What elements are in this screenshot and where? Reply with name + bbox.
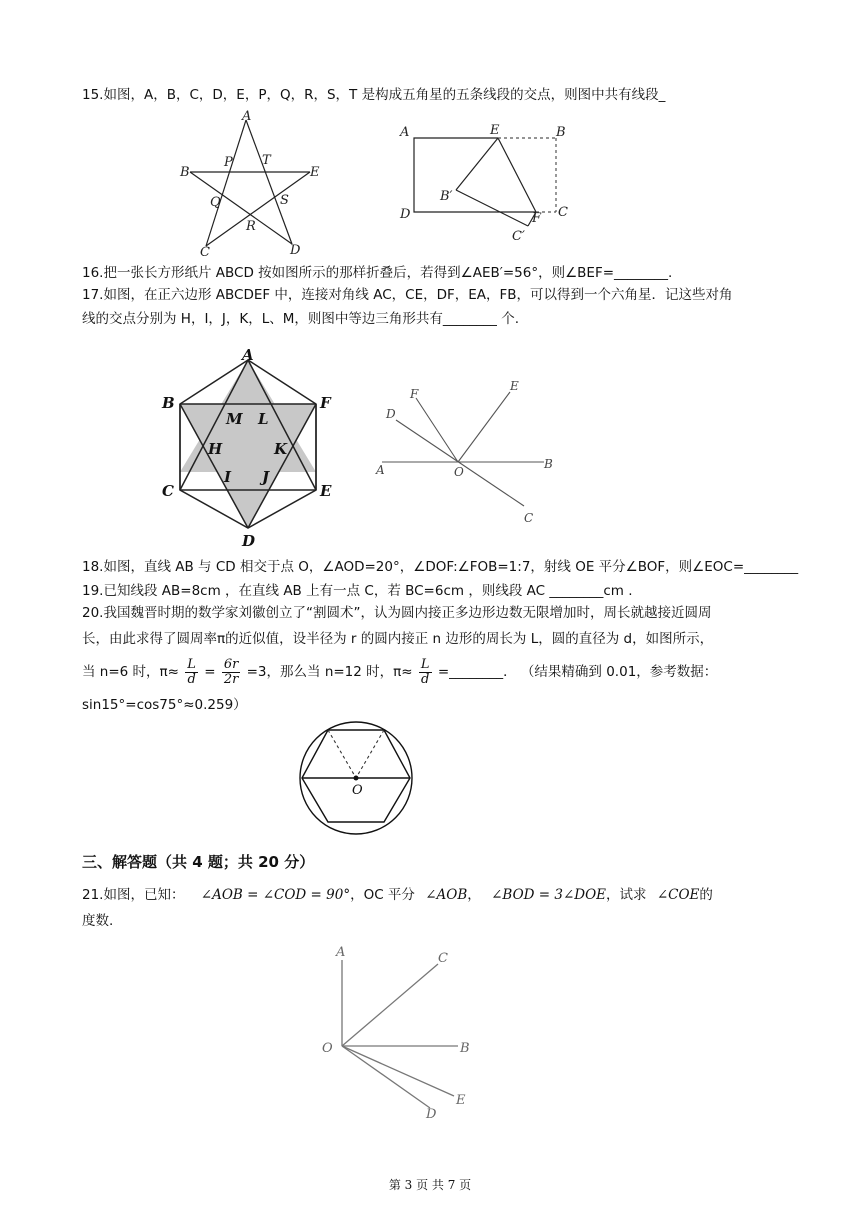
angle-label-f: F — [410, 387, 419, 401]
q17-text-line1: 17.如图，在正六边形 ABCDEF 中，连接对角线 AC，CE，DF，EA，FB，可以得到一个六角星．记这些对角 — [82, 287, 733, 303]
frac1-den: d — [187, 671, 196, 687]
q17-text-line2: 线的交点分别为 H，I，J，K，L、M，则图中等边三角形共有________ 个. — [82, 311, 520, 327]
angle-label-d: D — [386, 407, 396, 421]
rays-label-b: B — [460, 1041, 470, 1056]
star-label-c: C — [200, 245, 210, 260]
star-label-p: P — [224, 155, 233, 170]
angle-label-b: B — [544, 457, 553, 471]
hex-label-e: E — [320, 482, 332, 500]
star-label-a: A — [242, 109, 252, 124]
frac2-num: 6r — [223, 656, 239, 672]
hex-label-i: I — [224, 468, 232, 486]
q21-mid1: ，OC 平分 — [350, 887, 415, 903]
star-label-e: E — [310, 165, 320, 180]
frac1-num: L — [187, 656, 196, 672]
star-label-b: B — [180, 165, 190, 180]
q19-text: 19.已知线段 AB=8cm ，在直线 AB 上有一点 C，若 BC=6cm ，则线段 AC ________cm . — [82, 583, 633, 599]
angle-label-o: O — [454, 465, 464, 479]
rect-label-cprime: C′ — [512, 229, 525, 244]
hex-label-l: L — [258, 410, 269, 428]
hex-label-d: D — [242, 532, 256, 548]
rect-label-a: A — [400, 125, 410, 140]
rays-label-a: A — [336, 945, 346, 960]
q21-mid2: ， — [467, 887, 481, 903]
frac3-num: L — [420, 656, 430, 672]
intersecting-lines-figure — [372, 376, 562, 526]
inscribed-hexagon-figure — [298, 718, 422, 842]
hex-label-j: J — [262, 468, 270, 486]
rect-label-bprime: B′ — [440, 189, 453, 204]
rect-label-e: E — [490, 123, 500, 138]
rect-label-d: D — [400, 207, 411, 222]
angle-label-c: C — [524, 511, 534, 525]
star-label-r: R — [246, 219, 256, 234]
page-footer: 第 3 页 共 7 页 — [388, 1178, 472, 1192]
folded-rectangle-figure — [396, 120, 586, 245]
rect-label-b: B — [556, 125, 566, 140]
q21-text-line1 — [82, 886, 713, 904]
q18-text: 18.如图，直线 AB 与 CD 相交于点 O，∠AOD=20°，∠DOF:∠FOB=1:7，射线 OE 平分∠BOF，则∠EOC=________ — [82, 559, 799, 575]
rect-label-f: F — [532, 211, 542, 226]
frac2-den: 2r — [223, 671, 239, 687]
hex-label-h: H — [208, 440, 223, 458]
star-label-s: S — [280, 193, 289, 208]
rect-label-c: C — [558, 205, 568, 220]
rays-label-o: O — [322, 1041, 333, 1056]
rays-label-d: D — [426, 1107, 437, 1120]
q15-text: 15.如图，A，B，C，D，E，P，Q，R，S，T 是构成五角星的五条线段的交点，则图中共有线段_ — [82, 87, 666, 103]
rays-label-c: C — [438, 951, 448, 966]
section-3-title: 三、解答题（共 4 题；共 20 分） — [82, 853, 315, 871]
angle-label-e: E — [510, 379, 519, 393]
q21-formula4: ∠COE — [656, 887, 700, 903]
hexagon-star-figure — [156, 348, 346, 548]
star-label-d: D — [290, 243, 301, 258]
q20-line3-a: 当 n=6 时，π≈ — [82, 664, 179, 680]
pentagram-figure — [170, 108, 330, 260]
frac3-den: d — [421, 671, 430, 687]
hex-label-a: A — [242, 348, 254, 364]
q21-formula3: ∠BOD = 3∠DOE — [491, 887, 607, 903]
fraction-l-over-d-2 — [419, 658, 432, 687]
q20-text-line3 — [82, 654, 717, 690]
hex-label-b: B — [162, 394, 175, 412]
rays-label-e: E — [456, 1093, 466, 1108]
q21-text-line2: 度数. — [82, 913, 114, 929]
fraction-6r-over-2r — [222, 658, 241, 687]
circle-center-label: O — [352, 783, 363, 798]
hex-label-m: M — [226, 410, 243, 428]
rays-figure — [318, 940, 488, 1120]
q21-formula2: ∠AOB — [425, 887, 468, 903]
q21-formula1: ∠AOB = ∠COD = 90° — [200, 887, 351, 903]
fraction-l-over-d — [185, 658, 198, 687]
hex-label-f: F — [320, 394, 331, 412]
q20-text-line2: 长，由此求得了圆周率π的近似值，设半径为 r 的圆内接正 n 边形的周长为 L，圆的直径为 d，如图所示， — [82, 631, 714, 647]
q21-mid3: ，试求 — [606, 887, 647, 903]
q16-text: 16.把一张长方形纸片 ABCD 按如图所示的那样折叠后，若得到∠AEB′=56°，则∠BEF=________. — [82, 265, 673, 281]
q20-text-line1: 20.我国魏晋时期的数学家刘徽创立了“割圆术”，认为圆内接正多边形边数无限增加时，周长就越接近圆周 — [82, 605, 712, 621]
q20-line3-c: =________． （结果精确到 0.01，参考数据： — [437, 664, 718, 680]
hex-label-c: C — [162, 482, 174, 500]
q20-eq: = — [204, 664, 216, 680]
star-label-t: T — [262, 153, 271, 168]
q21-suffix: 的 — [699, 887, 713, 903]
star-label-q: Q — [210, 195, 221, 210]
q20-line3-b: =3，那么当 n=12 时，π≈ — [246, 664, 413, 680]
hex-label-k: K — [274, 440, 288, 458]
angle-label-a: A — [376, 463, 385, 477]
q21-prefix: 21.如图，已知： — [82, 887, 185, 903]
q20-text-line4: sin15°=cos75°≈0.259） — [82, 697, 247, 713]
